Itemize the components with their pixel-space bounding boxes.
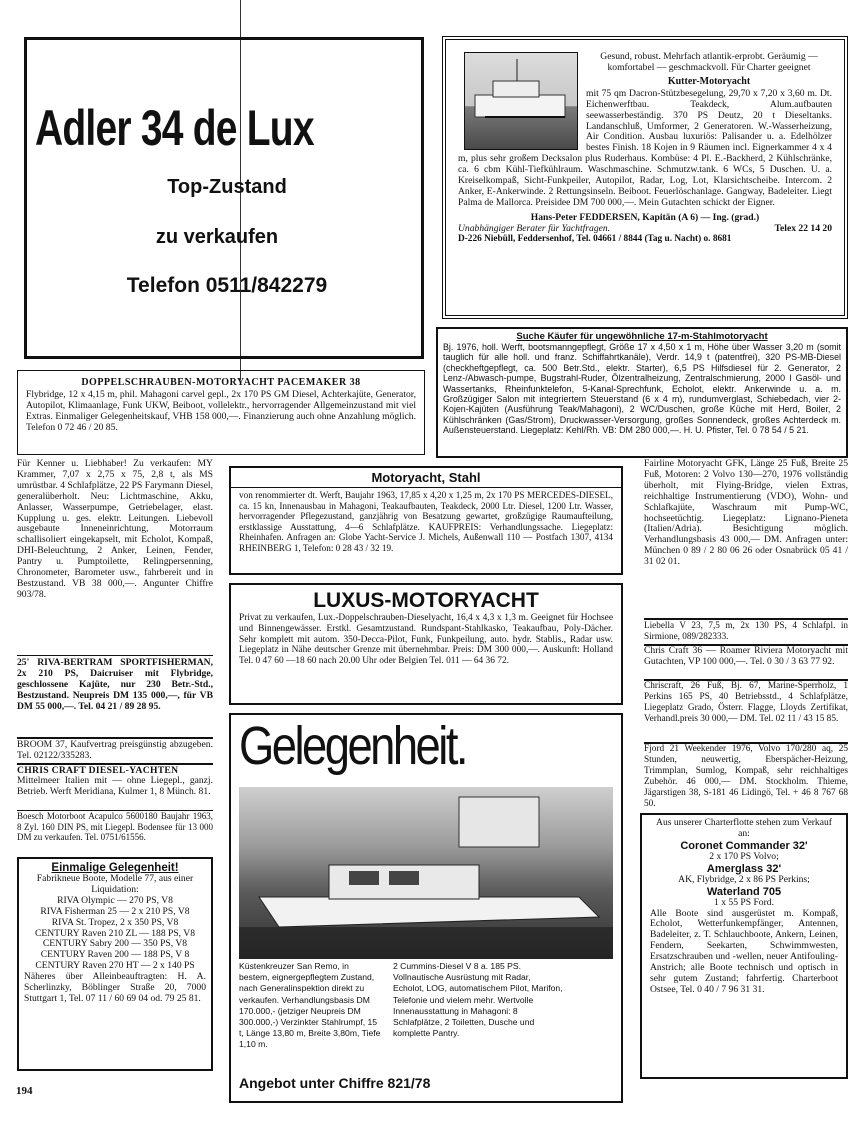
charter-intro: Aus unserer Charterflotte stehen zum Verkauf an:	[656, 817, 835, 839]
list-item: RIVA Fisherman 25 — 2 x 210 PS, V8	[40, 905, 190, 917]
einmalige-ad	[17, 857, 213, 1071]
stahl17-body: Bj. 1976, holl. Werft, bootsmanngepflegt, Größe 17 x 4,50 x 1 m, Höhe über Wasser 3,20 m (somit tauglich für alle holl. und franz. Schiffahrtkanäle), Verdr. 14,9 t (patentfrei), 320 PS-MB-Diesel (checkheftgepflegt, ca. 500 Betr.Std., elektr. Starter), 6,5 PS Hilfsdiesel für 2. Generator, 2 Lenz-/Abwasch-pumpe, Bugstrahl-Ruder, Ölzentralheizung, Zentralschmierung, 2000 l Gasöl- und Wassertanks, Rheinfunktelefon, 5-Kanal-Sprechfunk, Echolot, elektr. Ankerwinde u. a. m. Großzügiger Salon mit integriertem Steuerstand (6 x 4 m), rundumverglast, Schiebedach, vier 2-Kojen-Kajüten (Ausführung Teak/Mahagoni), 2 WC/Duschen, große Küche mit Herd, Boiler, 2 Kühlschränken (Gas/Strom), Druckwasser-Versorgung, großes Sonnendeck, großes Achterdeck m. Außensteuerstand. Liegeplatz: Kehl/Rh. VB: DM 280 000,—. H. U. Pfister, Tel. 0 78 54 / 5 21.	[443, 342, 841, 436]
kutter-boat-photo	[464, 52, 578, 150]
page-number: 194	[16, 1085, 33, 1097]
einmalige-list	[24, 896, 206, 972]
gelegenheit-chiffre: Angebot unter Chiffre 821/78	[239, 1075, 431, 1091]
charter-boat2-title: Amerglass 32'	[706, 862, 782, 875]
charter-ad	[640, 813, 848, 1079]
charter-boat2-desc: AK, Flybridge, 2 x 86 PS Perkins;	[678, 873, 810, 885]
list-item: CENTURY Raven 270 HT — 2 x 140 PS	[35, 960, 195, 972]
list-item: RIVA St. Tropez, 2 x 350 PS, V8	[51, 916, 179, 928]
list-item: CENTURY Raven 200 — 188 PS, V 8	[40, 949, 190, 961]
divider	[17, 655, 213, 656]
einmalige-footer: Näheres über Alleinbeauftragten: H. A. Scherlinzky, Böblinger Straße 20, 7000 Stuttgart 1, Tel. 07 11 / 60 69 04 od. 79 25 81.	[24, 971, 209, 1004]
broom-ad	[17, 739, 216, 762]
charter-boat1-title: Coronet Commander 32'	[680, 839, 808, 852]
riva-body: 25' RIVA-BERTRAM SPORTFISHERMAN, 2x 210 PS, Daicruiser mit Flybridge, geschlossene Kajüte, nur 230 Betr.-Std., Bestzustand. Neupreis DM 135 000,—, für VB DM 55 000,—. Tel. 04 21 / 89 28 95.	[17, 657, 216, 712]
kutter-heading: Kutter-Motoryacht	[667, 75, 751, 87]
charter-body: Alle Boote sind ausgerüstet m. Kompaß, Echolot, Wetterfunkempfänger, Antennen, Badeleiter, z. T. Schlauchboote, Ankern, Leinen, Fendern, Seekarten, Schwimmwesten, Ersatzschrauben und -wellen, neuer Antifouling-Anstrich; alle Boote technisch und optisch in sehr gutem Zustand; fahrfertig. Charterboot Ostsee, Tel. 0 40 / 7 96 31 31.	[650, 907, 841, 995]
gelegenheit-col2: 2 Cummins-Diesel V 8 a. 185 PS. Vollnautische Ausrüstung mit Radar, Echolot, LOG, automatischem Pilot, Marifon, Telefonie und vielem mehr. Wertvolle Innenausstattung in Mahagoni: 8 Schlafplätze, 2 Toiletten, Dusche und komplette Pantry.	[393, 961, 563, 1039]
fjord-ad	[644, 744, 851, 810]
list-item: CENTURY Raven 210 ZL — 188 PS, V8	[34, 927, 196, 939]
riva-ad	[17, 657, 216, 734]
kutter-name: Hans-Peter FEDDERSEN, Kapitän (A 6) — Ing. (grad.)	[530, 211, 760, 223]
stahl17-title: Suche Käufer für ungewöhnliche 17-m-Stahlmotoryacht	[516, 331, 768, 342]
chriscraftdiesel-ad	[17, 765, 216, 809]
kutter-role: Unabhängiger Berater für Yachtfragen.	[458, 222, 611, 234]
charter-boat1-desc: 2 x 170 PS Volvo;	[709, 850, 779, 862]
adler-phone: Telefon 0511/842279	[126, 274, 328, 297]
chriscraftdiesel-title: CHRIS CRAFT DIESEL-YACHTEN	[17, 765, 179, 776]
list-item: RIVA Olympic — 270 PS, V8	[57, 894, 173, 906]
gelegenheit-col1: Küstenkreuzer San Remo, in bestem, eignergepflegtem Zustand, nach Generalinspektion direkt zu verkaufen. Verhandlungsbasis DM 170.000,- (jetziger Neupreis DM 300.000,-) Verzinkter Stahlrumpf, 15 t, Länge 13,80 m, Breite 3,80m, Tiefe 1,10 m.	[239, 961, 381, 1050]
doppel-title: DOPPELSCHRAUBEN-MOTORYACHT PACEMAKER 38	[81, 377, 361, 388]
charter-boat3-desc: 1 x 55 PS Ford.	[714, 896, 774, 908]
list-item: CENTURY Sabry 200 — 350 PS, V8	[42, 938, 188, 950]
gelegenheit-boat-photo	[239, 787, 613, 959]
doppel-body: Flybridge, 12 x 4,15 m, phil. Mahagoni carvel gepl., 2x 170 PS GM Diesel, Achterkajüte, Generator, Autopilot, Klimaanlage, Funk UKW, Beiboot, vollelektr., hervorragender Allgemeinzustand mit viel Extras. Einmaliger Gelegenheitskauf, VHB 158 000,—. Finanzierung auch ohne Anzahlung möglich. Telefon 0 72 46 / 20 85.	[26, 389, 419, 433]
einmalige-title: Einmalige Gelegenheit!	[51, 862, 179, 874]
boesch-body: Boesch Motorboot Acapulco 5600180 Baujahr 1963, 8 Zyl. 160 DIN PS, mit Liegepl. Bodensee für 13 000 DM zu verkaufen. Tel. 0751/61556.	[17, 811, 216, 842]
liebella-body: Liebella V 23, 7,5 m, 2x 130 PS, 4 Schlafpl. in Sirmione, 089/282333.	[644, 620, 851, 641]
luxus-ad	[229, 583, 623, 705]
kutter-address: D-226 Niebüll, Feddersenhof, Tel. 04661 / 8844 (Tag u. Nacht) o. 8681	[458, 233, 732, 244]
chriscraft26-ad	[644, 681, 851, 741]
luxus-title: LUXUS-MOTORYACHT	[313, 589, 539, 612]
motorstahl-title: Motoryacht, Stahl	[231, 470, 621, 488]
doppel-ad	[17, 370, 425, 455]
fjord-body: Fjord 21 Weekender 1976, Volvo 170/280 aq, 25 Stunden, neuwertig, Eberspächer-Heizung, Trimmplan, Sumlog, Kompaß, sehr reichhaltiges Zubehör. 46 000,— DM. Stockholm. Thieme, Jägarstigen 38, S-181 46 Lidingö, Tel. + 46 8 767 68 50.	[644, 744, 851, 809]
liebella-ad	[644, 620, 851, 644]
chris36-ad	[644, 645, 851, 679]
kenner-ad	[17, 458, 216, 654]
luxus-body: Privat zu verkaufen, Lux.-Doppelschrauben-Dieselyacht, 16,4 x 4,3 x 1,3 m. Geeignet für Hochsee und Binnengewässer. Erstkl. Gesamtzustand. Rundspant-Stahlkasko, Teakaufbau, Poly-Dächer. Sehr komplett mit autom. 350-Decca-Pilot, Funk, Funkpeilung, auto. hydr. Stablis., Radar usw. Liegeplatz in Nähe deutscher Grenze mit übernehmbar. Preis: DM 300 000,—. Auskunft: Holland Tel. 0 47 60 —18 60 nach 20.00 Uhr oder Belgien Tel. 011 — 64 36 72.	[239, 613, 616, 667]
gelegenheit-ad	[229, 713, 623, 1103]
fairline-ad	[644, 458, 851, 621]
kutter-ad	[442, 36, 848, 319]
kutter-intro: Gesund, robust. Mehrfach atlantik-erprobt. Geräumig — komfortabel — geschmackvoll. Für Charter geeignet	[600, 51, 821, 73]
chris36-body: Chris Craft 36 — Roamer Riviera Motoryacht mit Gutachten, VP 100 000,—. Tel. 0 30 / 3 63 77 92.	[644, 645, 851, 667]
gelegenheit-title: Gelegenheit.	[239, 716, 466, 776]
kutter-body: mit 75 qm Dacron-Stützbesegelung, 29,70 x 7,20 x 3,60 m. Dt. Eichenwerftbau. Teakdeck, Alum.aufbauten seewasserbeständig. 370 PS Deutz, 20 t Dieseltanks. Landanschluß, Umformer, 2 Generatoren. W.-Wasserheizung, Air Condition. Ausbau luxuriös: Palisander u. a. Edelhölzer bestes Finish. 18 Kojen in 9 Räumen incl. Eignerkammer 4 x 4 m, plus sehr großem Decksalon plus Ruderhaus. Kombüse: 4 Pl. E.-Backherd, 2 Kühlschränke, ca. 6 cbm Kühl-Tiefkühlraum. Waschmaschine. Schmutzw.tank. 6 WCs, 5 Duschen. U. a. Kreiselkompaß, Sicht-Funkpeiler, Autopilot, Radar, Log, Lot, Klarsichtscheibe. Intercom. 2 Anker, E-Ankerwinde. 2 Rettungsinseln. Beiboot. Feuerlöschanlage. Gangway, Badeleiter. Liegt Palma de Mallorca. Preisidee DM 700 000,—. Mein Gutachten schickt der Eigner.	[458, 87, 835, 208]
boesch-ad	[17, 811, 216, 856]
adler-line2: zu verkaufen	[155, 226, 279, 248]
kenner-body: Für Kenner u. Liebhaber! Zu verkaufen: MY Krammer, 7,07 x 2,75 x 75, 2,8 t, als MS umrüstbar. 4 Schlafplätze, 22 PS Farymann Diesel, generalüberholt. Neu: Lichtmaschine, Akku, Anlasser, Wasserpumpe, Getriebelager, elast. Kupplung u. ges. elektr. Leitungen. Liebevoll ausgebaute Inneneinrichtung, Motorraum schallisoliert eingekapselt, mit Echolot, Kompaß, DHI-Beleuchtung, 2 Anker, Leinen, Fender, Pantry u. Pumptoilette, Relingpersenning, Chronometer, Barometer usw., fahrbereit und in Bestzustand. VB 38 000,—. Angunter Chiffre 903/78.	[17, 458, 216, 600]
adler-line1: Top-Zustand	[167, 176, 287, 198]
stahl17-ad	[436, 327, 848, 458]
chriscraftdiesel-body: Mittelmeer Italien mit — ohne Liegepl., ganzj. Betrieb. Werft Meridiana, Kulmer 1, 8 Münch. 81.	[17, 775, 216, 797]
broom-body: BROOM 37, Kaufvertrag preisgünstig abzugeben. Tel. 02122/335283.	[17, 739, 216, 761]
boat-photo	[239, 787, 613, 959]
charter-boat3-title: Waterland 705	[706, 885, 782, 898]
adler-ad	[24, 37, 424, 359]
motorstahl-ad	[229, 466, 623, 575]
adler-title: Adler 34 de Lux	[35, 100, 314, 156]
motorstahl-body: von renommierter dt. Werft, Baujahr 1963, 17,85 x 4,20 x 1,25 m, 2x 170 PS MERCEDES-DIESEL, ca. 15 kn, Innenausbau in Mahagoni, Teakaufbauten, Teakdeck, 2000 Ltr. Diesel, 1200 Ltr. Wasser, hervorragender Pflegezustand, ganzjährig von Besatzung gewartet, großzügige Raumaufteilung, erstklassige Ausstattung, 4—6 Schlafplätze. KAUFPREIS: Verhandlungssache. Liegeplatz: Rheinhafen. Anfragen an: Globe Yacht-Service J. Michels, Außenwall 110 — Postfach 1307, 4134 RHEINBERG 1, Telefon: 0 28 43 / 32 19.	[239, 490, 616, 553]
einmalige-sub: Fabrikneue Boote, Modelle 77, aus einer Liquidation:	[36, 873, 196, 895]
chriscraft26-body: Chriscraft, 26 Fuß, Bj. 67, Marine-Sperrholz, 1 Perkins 165 PS, 40 Betriebsstd., 4 Schlafplätze, Liegeplatz Grado, Österr. Flagge, Lloyds Zertifikat, Verhandl.preis 30 000,— DM. Tel. 02 11 / 43 15 85.	[644, 681, 851, 724]
boat-photo	[465, 53, 577, 149]
kutter-telex: Telex 22 14 20	[774, 222, 832, 234]
fairline-body: Fairline Motoryacht GFK, Länge 25 Fuß, Breite 25 Fuß, Motoren: 2 Volvo 130—270, 1976 vollständig überholt, mit Flying-Bridge, vielen Extras, reichhaltige Instrumentierung (VDO), Wohn- und Schlafkajüte, Waschraum mit Pump-WC, hochseetüchtig. Liegeplatz: Lignano-Pieneta (Italien/Adria). Besichtigung möglich. Verhandlungsbasis 43 000,— DM. Anfragen unter: München 0 89 / 2 80 06 26 oder Osnabrück 05 41 / 31 02 01.	[644, 458, 851, 568]
